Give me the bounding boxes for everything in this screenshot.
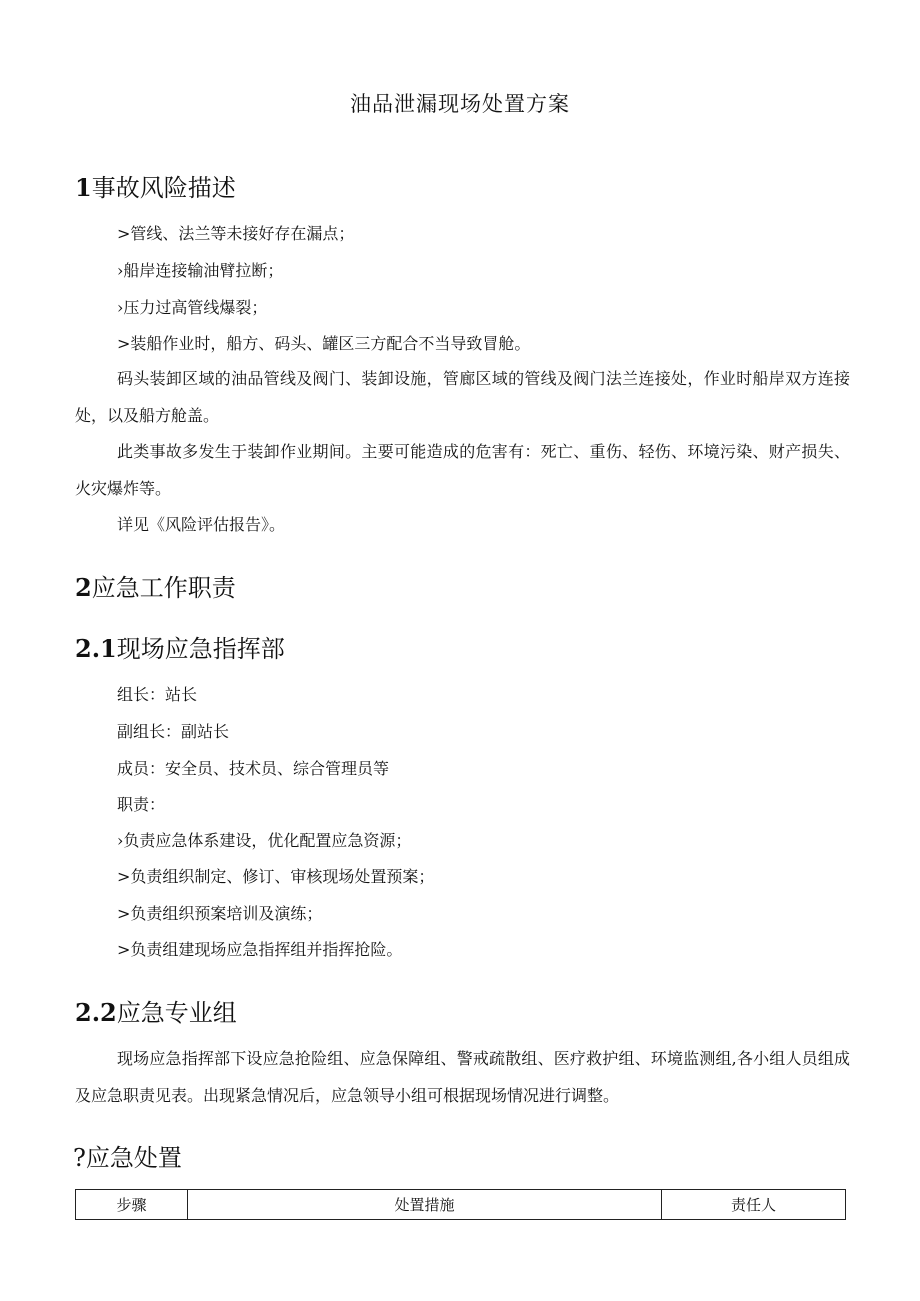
risk-item: >管线、法兰等未接好存在漏点； bbox=[117, 224, 355, 243]
table-header-measure: 处置措施 bbox=[188, 1190, 662, 1220]
document-title: 油品泄漏现场处置方案 bbox=[350, 92, 570, 116]
section-1-heading bbox=[75, 168, 236, 203]
section-2-number: 2 bbox=[75, 573, 92, 602]
command-line: 职责： bbox=[117, 795, 166, 814]
table-header-step: 步骤 bbox=[76, 1190, 188, 1220]
hazard-paragraph: 此类事故多发生于装卸作业期间。主要可能造成的危害有：死亡、重伤、轻伤、环境污染、财产损失、火灾爆炸等。 bbox=[75, 442, 850, 498]
duty-item: >负责组织预案培训及演练； bbox=[117, 904, 323, 923]
reference-paragraph: 详见《风险评估报告》。 bbox=[117, 515, 286, 534]
team-paragraph: 现场应急指挥部下设应急抢险组、应急保障组、警戒疏散组、医疗救护组、环境监测组,各小组人员组成及应急职责见表。出现紧急情况后，应急领导小组可根据现场情况进行调整。 bbox=[75, 1049, 850, 1105]
command-line: 组长：站长 bbox=[117, 685, 198, 704]
table-header-row bbox=[76, 1190, 846, 1220]
duty-item: >负责组建现场应急指挥组并指挥抢险。 bbox=[117, 940, 403, 959]
table-header-owner: 责任人 bbox=[662, 1190, 846, 1220]
command-line: 副组长：副站长 bbox=[117, 722, 230, 741]
section-2-1-number: 2.1 bbox=[75, 634, 117, 663]
response-table bbox=[75, 1189, 846, 1220]
section-2-1-heading bbox=[75, 629, 285, 664]
duty-item: >负责组织制定、修订、审核现场处置预案； bbox=[117, 867, 435, 886]
section-2-2-title: 应急专业组 bbox=[116, 999, 237, 1027]
section-2-2-number: 2.2 bbox=[75, 998, 117, 1027]
section-2-1-title: 现场应急指挥部 bbox=[116, 635, 285, 663]
risk-area-paragraph: 码头装卸区域的油品管线及阀门、装卸设施，管廊区域的管线及阀门法兰连接处，作业时船岸双方连接处，以及船方舱盖。 bbox=[75, 369, 850, 425]
risk-item: ›船岸连接输油臂拉断； bbox=[117, 261, 284, 280]
section-2-title: 应急工作职责 bbox=[91, 574, 236, 602]
command-line: 成员：安全员、技术员、综合管理员等 bbox=[117, 759, 390, 778]
section-3-heading: ?应急处置 bbox=[73, 1144, 182, 1172]
risk-item: ›压力过高管线爆裂； bbox=[117, 298, 268, 317]
section-2-2-heading bbox=[75, 993, 237, 1028]
section-1-number: 1 bbox=[75, 173, 92, 202]
duty-item: ›负责应急体系建设，优化配置应急资源； bbox=[117, 831, 412, 850]
risk-item: >装船作业时，船方、码头、罐区三方配合不当导致冒舱。 bbox=[117, 334, 531, 353]
section-1-title: 事故风险描述 bbox=[91, 174, 236, 202]
section-2-heading bbox=[75, 568, 236, 603]
